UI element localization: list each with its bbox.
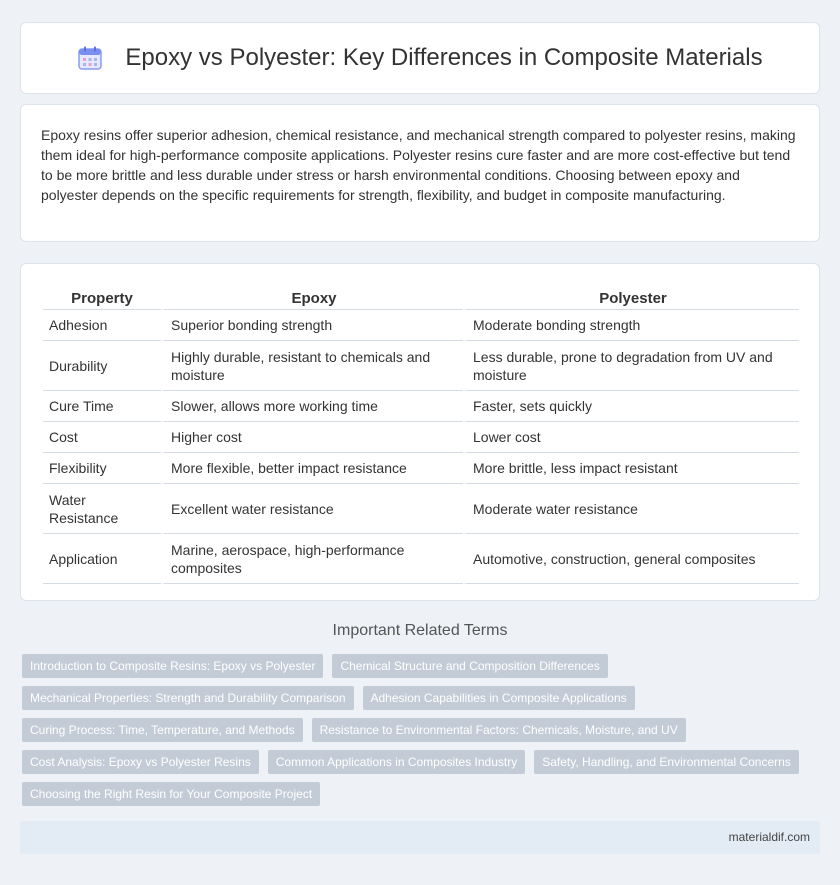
polyester-cell: Moderate water resistance [463,484,799,534]
property-cell: Application [43,534,161,584]
related-term-tag[interactable]: Chemical Structure and Composition Differences [332,654,607,678]
property-cell: Flexibility [43,453,161,484]
header-epoxy: Epoxy [161,284,463,310]
related-term-tag[interactable]: Choosing the Right Resin for Your Composite Project [22,782,320,806]
related-term-tag[interactable]: Introduction to Composite Resins: Epoxy vs Polyester [22,654,323,678]
polyester-cell: Less durable, prone to degradation from UV and moisture [463,341,799,391]
epoxy-cell: Superior bonding strength [161,310,463,341]
related-terms-tags [22,654,822,814]
polyester-cell: Faster, sets quickly [463,391,799,422]
polyester-cell: Lower cost [463,422,799,453]
related-term-tag[interactable]: Adhesion Capabilities in Composite Applications [363,686,635,710]
related-term-tag[interactable]: Resistance to Environmental Factors: Chemicals, Moisture, and UV [312,718,686,742]
polyester-cell: Automotive, construction, general composites [463,534,799,584]
table-row [43,484,799,534]
property-cell: Water Resistance [43,484,161,534]
related-terms-title: Important Related Terms [332,622,508,639]
table-row [43,534,799,584]
table-header-row [43,284,799,310]
calendar-icon [77,45,103,71]
table-row [43,422,799,453]
related-term-tag[interactable]: Common Applications in Composites Industry [268,750,525,774]
table-row [43,310,799,341]
related-term-tag[interactable]: Mechanical Properties: Strength and Durability Comparison [22,686,354,710]
related-term-tag[interactable]: Curing Process: Time, Temperature, and Methods [22,718,303,742]
footer-site[interactable]: materialdif.com [728,830,810,844]
page-title: Epoxy vs Polyester: Key Differences in Composite Materials [125,44,763,71]
summary-text: Epoxy resins offer superior adhesion, chemical resistance, and mechanical strength compared to polyester resins, making them ideal for high-performance composite applications. Polyester resins cure faster and are more cost-effective but tend to be more brittle and less durable under stress or harsh environmental conditions. Choosing between epoxy and polyester depends on the specific requirements for strength, flexibility, and budget in composite manufacturing. [41,127,796,203]
header-card [20,22,820,94]
polyester-cell: More brittle, less impact resistant [463,453,799,484]
table-row [43,453,799,484]
table-row [43,341,799,391]
property-cell: Cost [43,422,161,453]
epoxy-cell: Marine, aerospace, high-performance composites [161,534,463,584]
epoxy-cell: More flexible, better impact resistance [161,453,463,484]
polyester-cell: Moderate bonding strength [463,310,799,341]
table-row [43,391,799,422]
comparison-table [43,284,799,584]
property-cell: Cure Time [43,391,161,422]
related-term-tag[interactable]: Cost Analysis: Epoxy vs Polyester Resins [22,750,259,774]
property-cell: Durability [43,341,161,391]
epoxy-cell: Slower, allows more working time [161,391,463,422]
epoxy-cell: Higher cost [161,422,463,453]
header-polyester: Polyester [463,284,799,310]
comparison-table-card [20,263,820,601]
epoxy-cell: Highly durable, resistant to chemicals and moisture [161,341,463,391]
epoxy-cell: Excellent water resistance [161,484,463,534]
footer [20,821,820,854]
summary-card [20,104,820,242]
property-cell: Adhesion [43,310,161,341]
header-property: Property [43,284,161,310]
related-term-tag[interactable]: Safety, Handling, and Environmental Concerns [534,750,799,774]
